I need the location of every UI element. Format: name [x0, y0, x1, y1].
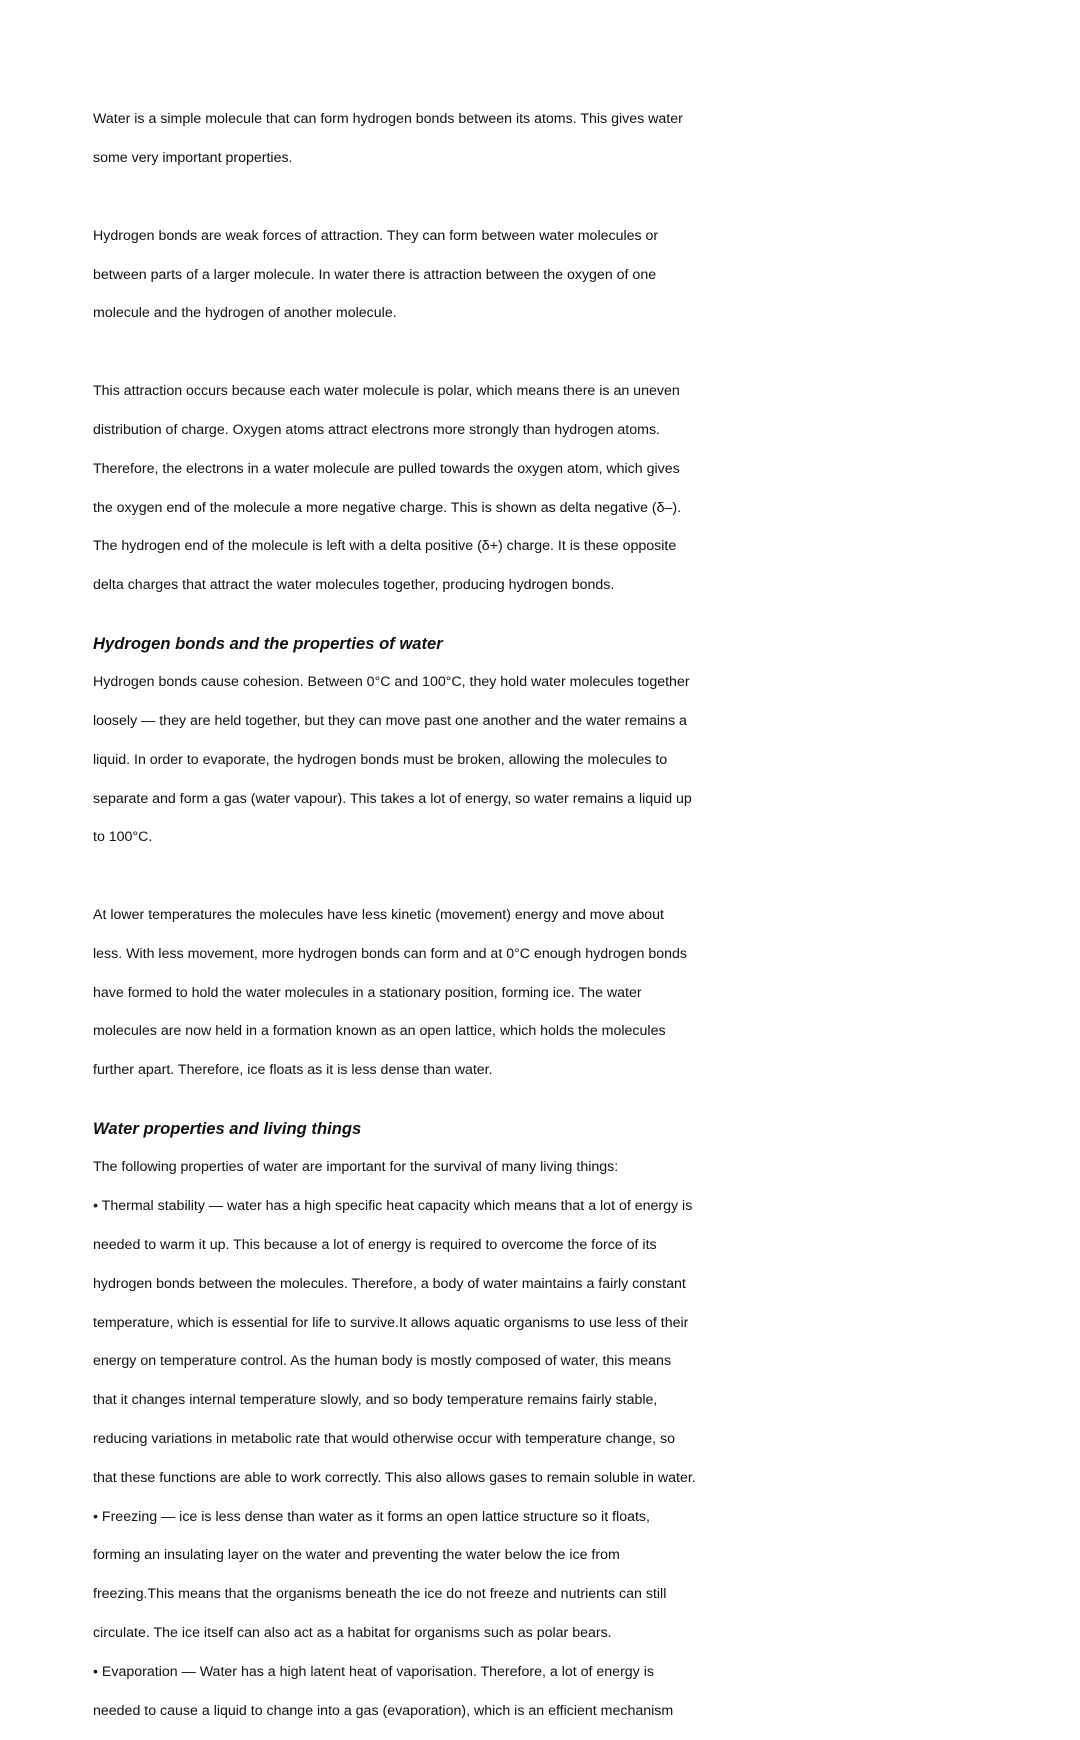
text-line: the oxygen end of the molecule a more negative charge. This is shown as delta negative (δ–). — [93, 499, 682, 516]
text-line: Hydrogen bonds cause cohesion. Between 0°C and 100°C, they hold water molecules together — [93, 674, 690, 691]
polarity-paragraph — [93, 363, 703, 615]
text-line: have formed to hold the water molecules in a stationary position, forming ice. The water — [93, 984, 642, 1001]
text-line: This attraction occurs because each water molecule is polar, which means there is an uneven — [93, 383, 680, 400]
text-line: Hydrogen bonds are weak forces of attraction. They can form between water molecules or — [93, 227, 659, 244]
text-line: molecules are now held in a formation known as an open lattice, which holds the molecules — [93, 1023, 666, 1040]
text-line: needed to cause a liquid to change into a gas (evaporation), which is an efficient mechanism — [93, 1702, 674, 1719]
text-line: to 100°C. — [93, 829, 153, 846]
text-line: molecule and the hydrogen of another molecule. — [93, 305, 397, 322]
text-line: that it changes internal temperature slowly, and so body temperature remains fairly stable, — [93, 1392, 658, 1409]
text-line: energy on temperature control. As the human body is mostly composed of water, this means — [93, 1353, 672, 1370]
text-line: forming an insulating layer on the water and preventing the water below the ice from — [93, 1547, 620, 1564]
cohesion-paragraph — [93, 654, 703, 867]
bullet-freezing: • Freezing — ice is less dense than water as it forms an open lattice structure so it floats, — [93, 1508, 650, 1525]
text-line: The hydrogen end of the molecule is left with a delta positive (δ+) charge. It is these opposite — [93, 538, 677, 555]
text-line: further apart. Therefore, ice floats as it is less dense than water. — [93, 1062, 493, 1079]
text-line: loosely — they are held together, but they can move past one another and the water remains a — [93, 712, 687, 729]
section-heading-living-things: Water properties and living things — [93, 1119, 362, 1139]
text-line: distribution of charge. Oxygen atoms attract electrons more strongly than hydrogen atoms. — [93, 421, 660, 438]
text-line: temperature, which is essential for life to survive.It allows aquatic organisms to use less of their — [93, 1314, 689, 1331]
text-line: that these functions are able to work correctly. This also allows gases to remain soluble in water. — [93, 1469, 696, 1486]
document-page — [93, 91, 703, 1740]
text-line: liquid. In order to evaporate, the hydrogen bonds must be broken, allowing the molecules to — [93, 751, 668, 768]
text-line: circulate. The ice itself can also act as a habitat for organisms such as polar bears. — [93, 1625, 612, 1642]
text-line: delta charges that attract the water molecules together, producing hydrogen bonds. — [93, 577, 615, 594]
text-line: Water is a simple molecule that can form hydrogen bonds between its atoms. This gives water — [93, 111, 683, 128]
text-line: Therefore, the electrons in a water molecule are pulled towards the oxygen atom, which gives — [93, 460, 680, 477]
section-heading-properties: Hydrogen bonds and the properties of water — [93, 634, 443, 654]
text-line: less. With less movement, more hydrogen bonds can form and at 0°C enough hydrogen bonds — [93, 945, 687, 962]
text-line: some very important properties. — [93, 150, 293, 167]
text-line: At lower temperatures the molecules have less kinetic (movement) energy and move about — [93, 907, 664, 923]
text-line: reducing variations in metabolic rate that would otherwise occur with temperature change, so — [93, 1430, 675, 1447]
living-things-paragraph — [93, 1139, 703, 1740]
text-line: separate and form a gas (water vapour). This takes a lot of energy, so water remains a liquid up — [93, 790, 692, 807]
bullet-evaporation: • Evaporation — Water has a high latent heat of vaporisation. Therefore, a lot of energy is — [93, 1663, 654, 1680]
text-line: hydrogen bonds between the molecules. Therefore, a body of water maintains a fairly constant — [93, 1275, 686, 1292]
text-line: between parts of a larger molecule. In water there is attraction between the oxygen of one — [93, 266, 657, 283]
hydrogen-bonds-paragraph — [93, 207, 703, 343]
text-line: needed to warm it up. This because a lot of energy is required to overcome the force of its — [93, 1236, 657, 1253]
intro-paragraph — [93, 91, 703, 188]
ice-paragraph — [93, 887, 703, 1100]
text-line: freezing.This means that the organisms beneath the ice do not freeze and nutrients can still — [93, 1586, 667, 1603]
text-line: The following properties of water are important for the survival of many living things: — [93, 1159, 619, 1176]
bullet-thermal-stability: • Thermal stability — water has a high specific heat capacity which means that a lot of energy is — [93, 1198, 693, 1215]
